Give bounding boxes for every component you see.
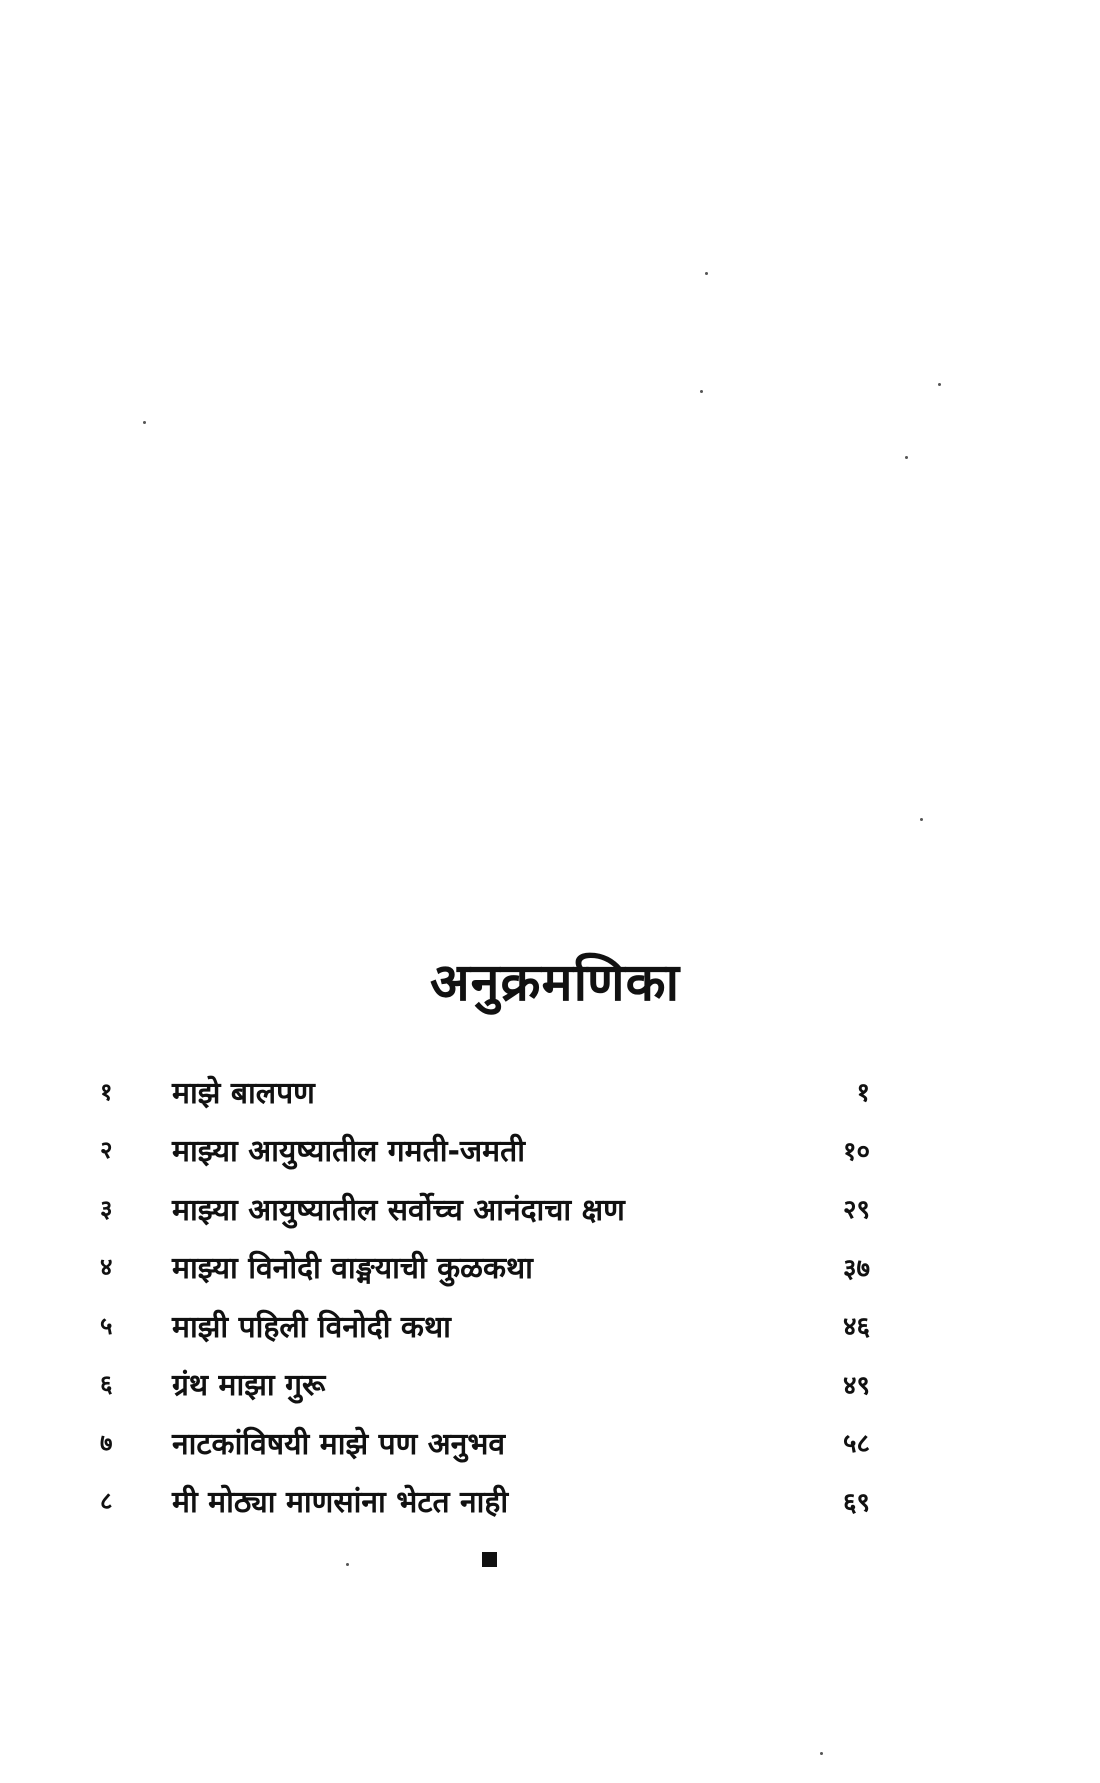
- toc-row: [100, 1062, 870, 1121]
- page-number: १: [856, 1078, 870, 1109]
- scan-speck: [905, 456, 908, 459]
- chapter-title: माझ्या आयुष्यातील सर्वोच्च आनंदाचा क्षण: [172, 1192, 625, 1228]
- chapter-title: माझी पहिली विनोदी कथा: [172, 1309, 451, 1345]
- chapter-title: माझ्या विनोदी वाङ्मयाची कुळकथा: [172, 1251, 533, 1287]
- page-number: १०: [842, 1136, 870, 1167]
- chapter-number: ५: [100, 1311, 113, 1340]
- scan-speck: [143, 421, 146, 424]
- page-number: ६९: [842, 1487, 870, 1518]
- toc-row: [100, 1355, 870, 1414]
- scan-speck: [938, 383, 941, 386]
- toc-row: [100, 1179, 870, 1238]
- chapter-number: ७: [100, 1428, 113, 1457]
- toc-row: [100, 1413, 870, 1472]
- chapter-number: ८: [100, 1487, 113, 1516]
- page-title: अनुक्रमणिका: [429, 952, 681, 1013]
- chapter-title: नाटकांविषयी माझे पण अनुभव: [172, 1426, 506, 1462]
- scan-speck: [920, 818, 923, 821]
- chapter-title: माझे बालपण: [172, 1075, 315, 1111]
- toc-row: [100, 1296, 870, 1355]
- page-number: ४९: [842, 1370, 870, 1401]
- chapter-number: १: [100, 1077, 113, 1106]
- toc-row: [100, 1472, 870, 1531]
- toc-row: [100, 1121, 870, 1180]
- chapter-number: ४: [100, 1253, 113, 1282]
- chapter-title: माझ्या आयुष्यातील गमती-जमती: [172, 1134, 525, 1170]
- scan-speck: [705, 272, 708, 275]
- page-number: ३७: [842, 1253, 870, 1284]
- page-number: ४६: [842, 1312, 870, 1343]
- chapter-number: २: [100, 1136, 113, 1165]
- page-number: २९: [842, 1195, 870, 1226]
- table-of-contents: [100, 1062, 870, 1530]
- chapter-title: मी मोठ्या माणसांना भेटत नाही: [172, 1485, 509, 1521]
- end-square-icon: [482, 1552, 497, 1567]
- page-number: ५८: [842, 1429, 870, 1460]
- chapter-number: ३: [100, 1194, 113, 1223]
- chapter-number: ६: [100, 1370, 113, 1399]
- scan-speck: [820, 1752, 823, 1755]
- toc-row: [100, 1238, 870, 1297]
- scan-speck: [700, 390, 703, 393]
- scan-speck: [346, 1563, 349, 1566]
- chapter-title: ग्रंथ माझा गुरू: [172, 1368, 326, 1404]
